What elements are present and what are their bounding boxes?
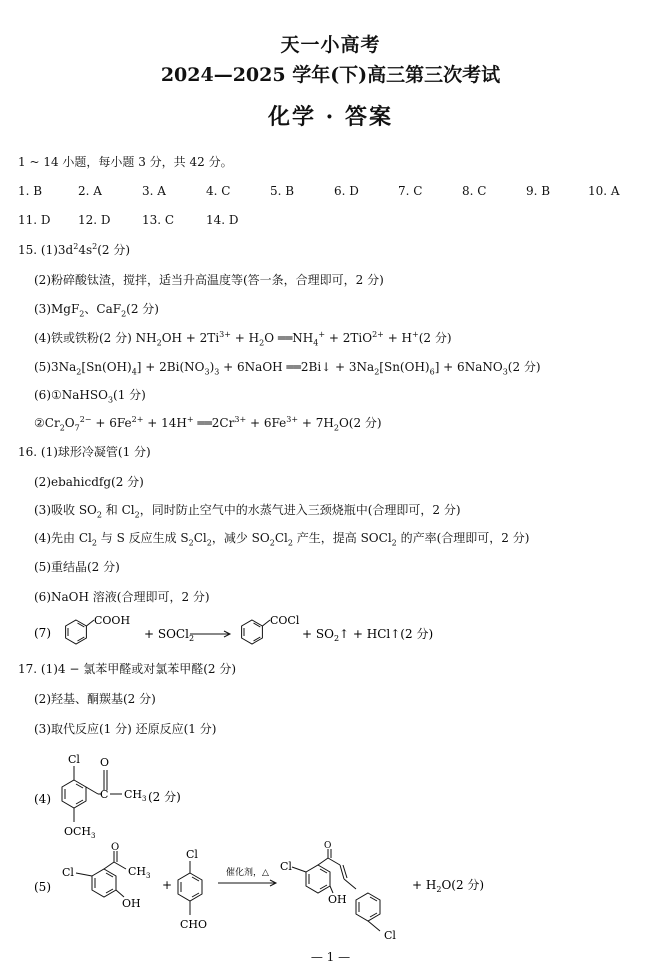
q17-p4-cl: Cl bbox=[68, 753, 80, 766]
q16-part5: (5)重结晶(2 分) bbox=[34, 560, 120, 574]
answer-item: 14. D bbox=[206, 213, 239, 227]
benzene-ring-2 bbox=[242, 620, 270, 644]
q17-part4-structure bbox=[30, 746, 230, 846]
answer-item: 13. C bbox=[142, 213, 175, 227]
q15-part3: (3)MgF$_2$、CaF$_2$(2 分) bbox=[34, 302, 159, 319]
answer-item: 7. C bbox=[398, 184, 423, 198]
q16-part6: (6)NaOH 溶液(合理即可，2 分) bbox=[34, 590, 210, 604]
answer-item: 2. A bbox=[78, 184, 102, 198]
answer-item: 8. C bbox=[462, 184, 487, 198]
q17-p5-ring1 bbox=[76, 851, 126, 897]
q17-p5-ring2 bbox=[178, 861, 202, 915]
page-number: — 1 — bbox=[310, 950, 351, 964]
q17-p5-oh1: OH bbox=[122, 897, 141, 910]
answer-item: 4. C bbox=[206, 184, 231, 198]
q17-p5-cl2: Cl bbox=[186, 848, 198, 861]
q15-part6-2: $②Cr_2O_7^{2-} + 6Fe^{2+} + 14H^+$ $══2Cr^{3+} + 6Fe^{3+} + 7H_2O(2$ 分) bbox=[34, 415, 382, 433]
cocl-group: COCl bbox=[270, 614, 300, 627]
q16-part1: 16. (1)球形冷凝管(1 分) bbox=[18, 445, 151, 459]
q17-p5-ch3: $CH_3$ bbox=[128, 865, 151, 880]
q17-p5-o1: O bbox=[111, 842, 120, 853]
q17-p4-ch3: $CH_3$ bbox=[124, 788, 147, 803]
socl2-reagent: + SOCl$_2$ bbox=[144, 627, 195, 643]
answer-item: 6. D bbox=[334, 184, 359, 198]
intro-line: 1 ~ 14 小题，每小题 3 分，共 42 分。 bbox=[18, 155, 233, 169]
q17-p5-cl1: Cl bbox=[62, 866, 74, 879]
exam-title: 2024—2025 学年(下)高三第三次考试 bbox=[160, 64, 501, 86]
q17-part2: (2)羟基、酮羰基(2 分) bbox=[34, 692, 156, 706]
q17-p5-tail: + $H_2O(2$ 分) bbox=[412, 878, 485, 894]
q17-part1: 17. (1)4 − 氯苯甲醛或对氯苯甲醛(2 分) bbox=[18, 662, 237, 676]
reaction-arrow-1 bbox=[190, 631, 230, 637]
answer-item: 11. D bbox=[18, 213, 51, 227]
q15-part5: $(5)3Na_2[Sn(OH)_4] + 2Bi(NO_3)_3$ + 6NaOH ══2Bi↓ + $3Na_2[Sn(OH)_6]$ + 6NaNO$_3$(2 分) bbox=[34, 360, 541, 377]
answer-item: 1. B bbox=[18, 184, 43, 198]
answer-item: 12. D bbox=[78, 213, 111, 227]
q16-part2: (2)ebahicdfg(2 分) bbox=[34, 475, 144, 489]
q17-p4-ring bbox=[62, 766, 122, 822]
q17-p5-o2: O bbox=[324, 841, 332, 851]
q16-part4: (4)先由 $Cl_2$ 与 S 反应生成 $S_2Cl_2$，减少 $SO_2Cl_2$ 产生，提高 SOCl$_2$ 的产率(合理即可，2 分) bbox=[34, 531, 530, 548]
answer-item: 5. B bbox=[270, 184, 295, 198]
q17-p5-oh2: OH bbox=[328, 893, 347, 906]
q17-p4-c: C bbox=[100, 788, 109, 801]
q17-p5-ring3 bbox=[292, 849, 356, 893]
q15-part6-1: (6)①NaHSO$_3$(1 分) bbox=[34, 388, 146, 405]
q17-part3: (3)取代反应(1 分) 还原反应(1 分) bbox=[34, 722, 217, 736]
q16-part7-reaction bbox=[30, 612, 470, 652]
answer-item: 10. A bbox=[588, 184, 620, 198]
q15-part4: (4)铁或铁粉(2 分) $NH_2OH + 2Ti^{3+} + H_2O$ $══NH_4^+ + 2TiO^{2+} + H^+(2$ 分) bbox=[34, 330, 452, 348]
subject-title: 化学 · 答案 bbox=[268, 104, 393, 130]
q17-p4-o: O bbox=[100, 756, 110, 769]
q15-part1: 15. $(1)3d^24s^2(2$ 分) bbox=[18, 242, 131, 257]
q16-part7-products: + $SO_2↑$ + HCl↑(2 分) bbox=[302, 627, 434, 643]
answer-item: 3. A bbox=[142, 184, 166, 198]
q17-p4-och3: $OCH_3$ bbox=[64, 825, 96, 840]
q17-p5-cho: CHO bbox=[180, 918, 208, 931]
q17-p5-plus: + bbox=[162, 878, 173, 892]
q15-part2: (2)粉碎酸钛渣，搅拌，适当升高温度等(答一条，合理即可，2 分) bbox=[34, 273, 384, 287]
org-title: 天一小高考 bbox=[280, 34, 381, 56]
q17-p4-score: (2 分) bbox=[148, 790, 181, 804]
q16-part7-label: (7) bbox=[34, 626, 51, 640]
q17-p5-catalyst: 催化剂，△ bbox=[226, 868, 269, 878]
q17-p5-cl4: Cl bbox=[384, 929, 396, 942]
cooh-group: COOH bbox=[94, 614, 131, 627]
q17-part5-reaction bbox=[30, 841, 485, 945]
q17-part5-label: (5) bbox=[34, 880, 51, 894]
q17-part4-label: (4) bbox=[34, 792, 51, 806]
q16-part3: (3)吸收 $SO_2$ 和 $Cl_2$，同时防止空气中的水蒸气进入三颈烧瓶中(合理即可，2 分) bbox=[34, 503, 461, 520]
benzene-ring-1 bbox=[66, 620, 94, 644]
answer-item: 9. B bbox=[526, 184, 551, 198]
q17-p5-ring4 bbox=[356, 893, 380, 931]
q17-p5-cl3: Cl bbox=[280, 860, 292, 873]
reaction-arrow-2 bbox=[218, 880, 276, 886]
